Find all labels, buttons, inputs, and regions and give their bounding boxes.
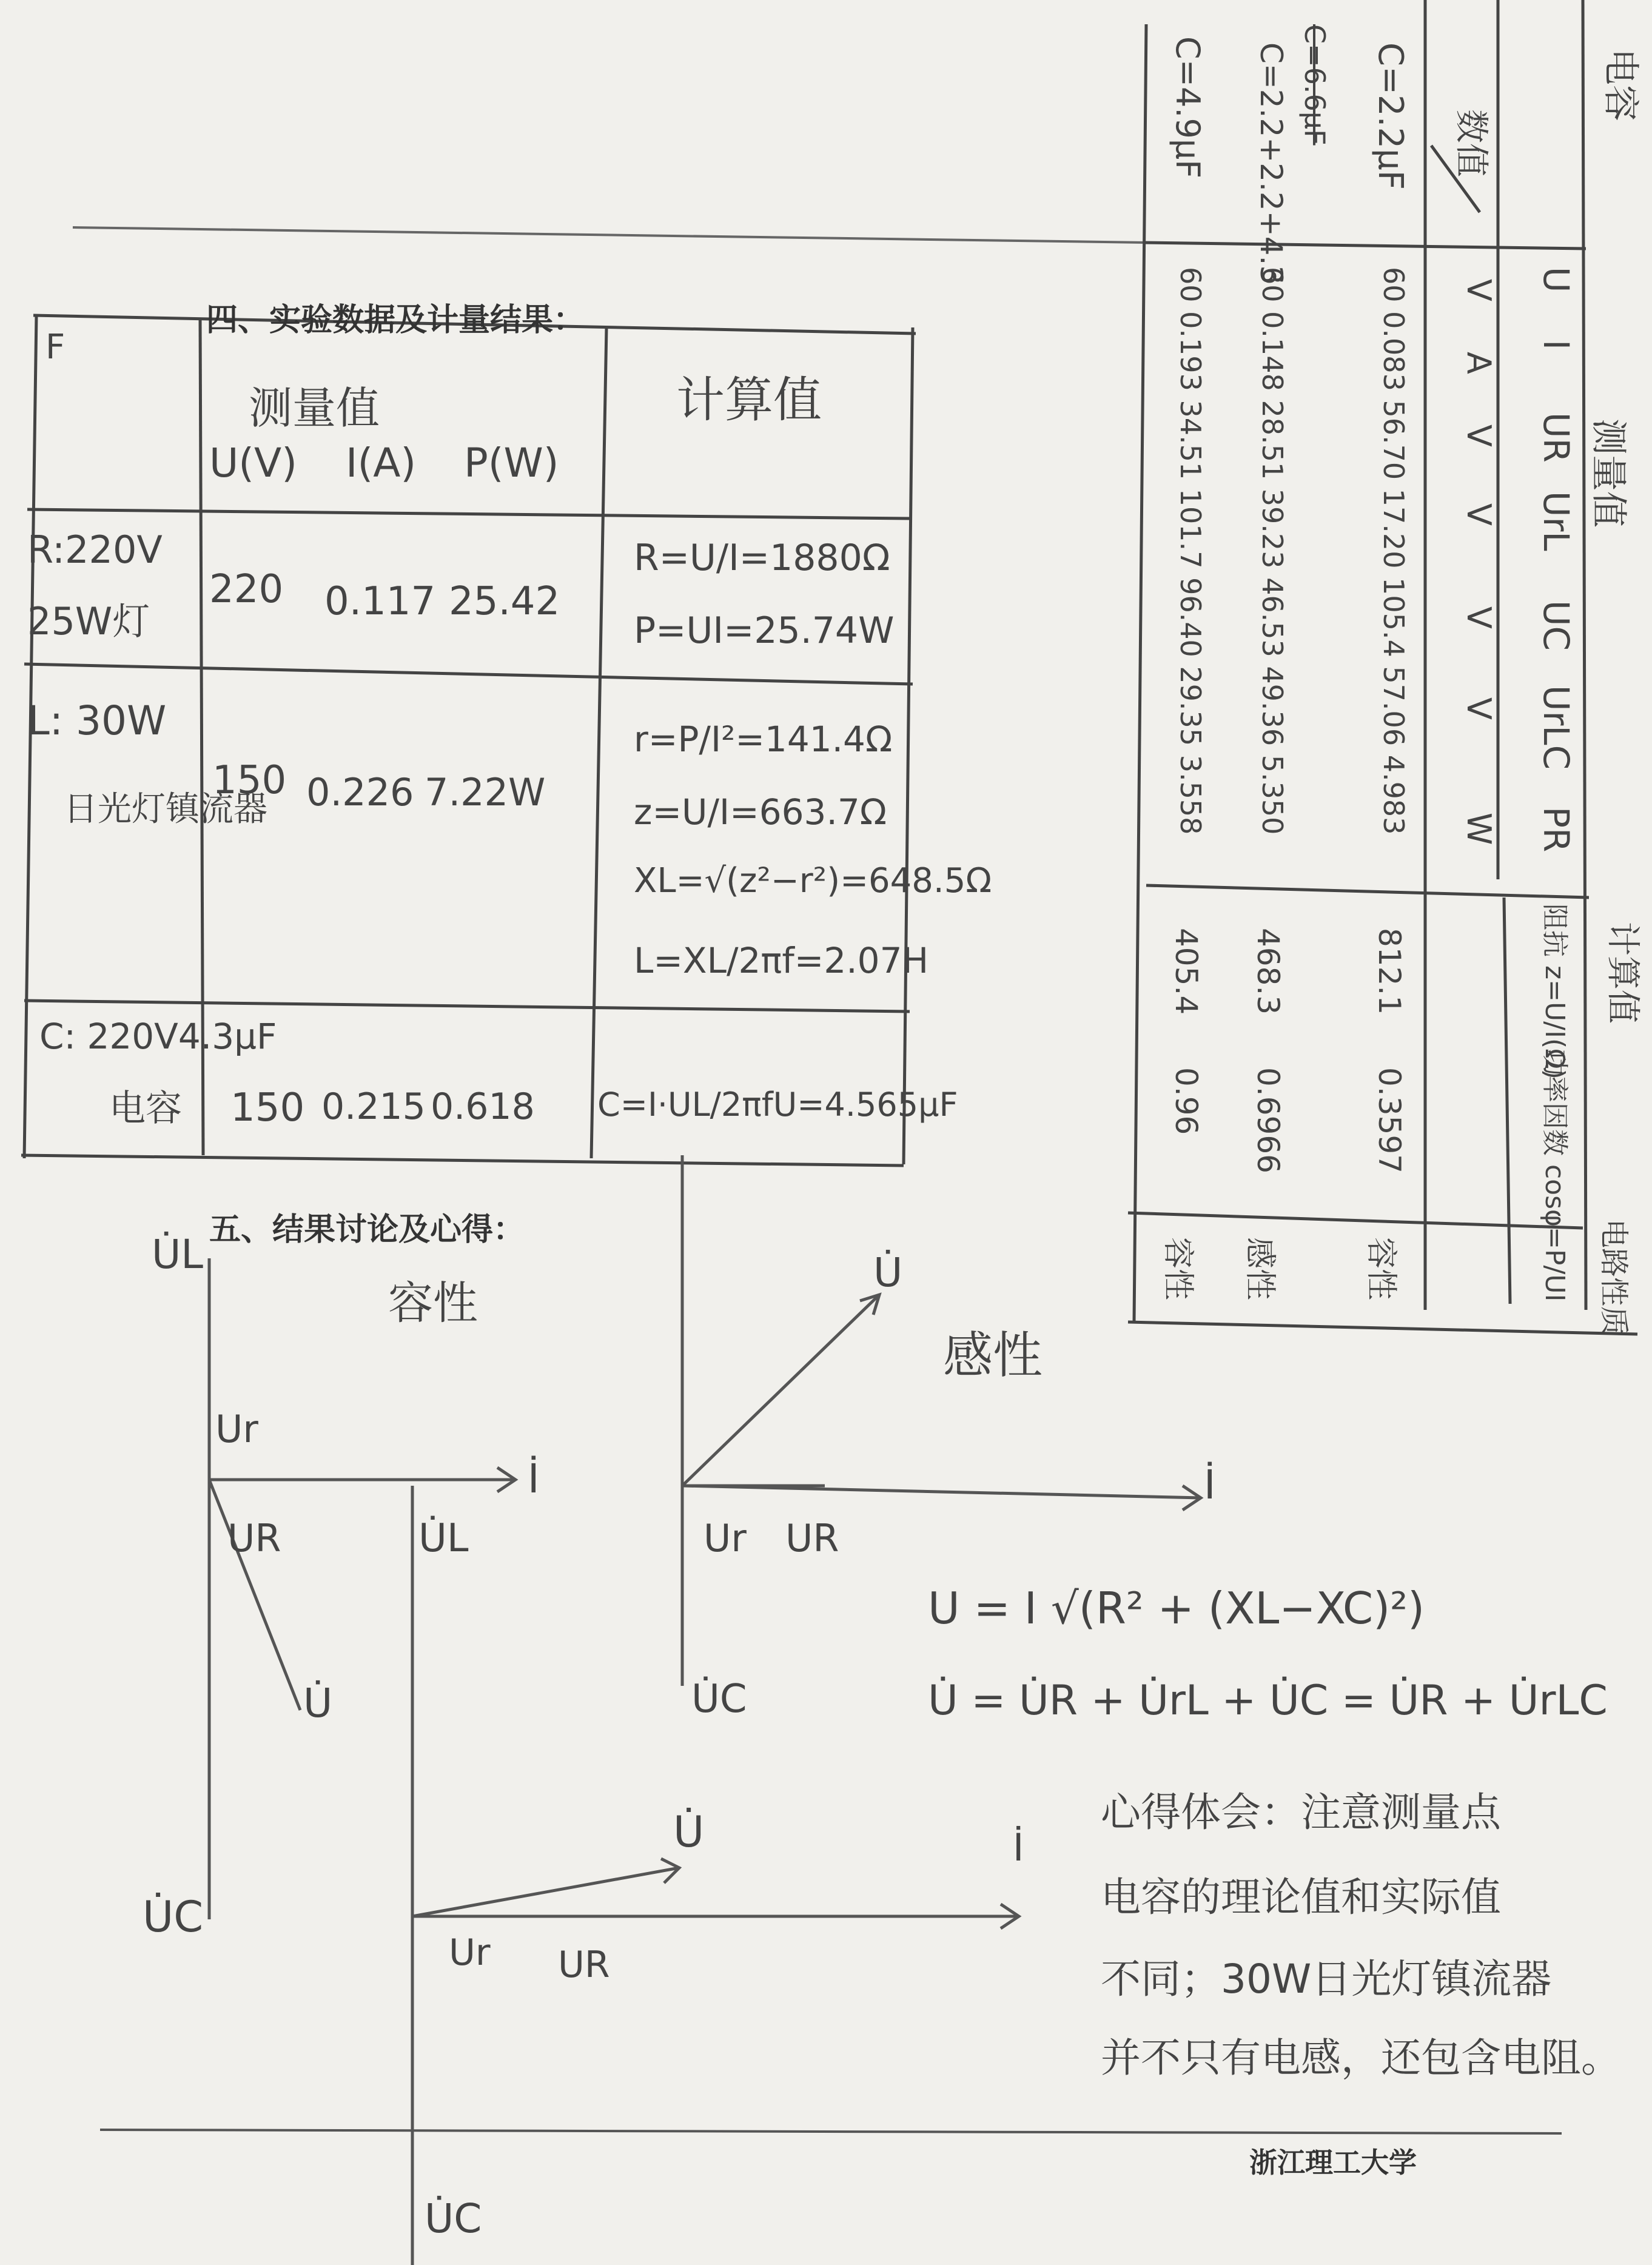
row-c-i: 0.215: [321, 1086, 426, 1128]
row-r-p: 25.42: [449, 579, 560, 624]
university-name: 浙江理工大学: [1249, 2146, 1417, 2179]
rot-unit-i: A: [1460, 352, 1498, 374]
measured-header: 测量值: [249, 383, 380, 434]
rot-row-2-values: 60 0.148 28.51 39.23 46.53 49.36 5.350: [1256, 267, 1289, 835]
formula-phasor-sum: U̇ = U̇R + U̇rL + U̇C = U̇R + U̇rLC: [928, 1677, 1608, 1725]
calc-header: 计算值: [676, 372, 822, 428]
rot-nature-header: 电路性质: [1597, 1219, 1631, 1336]
rot-qty-i: I: [1536, 340, 1577, 351]
rot-row-2-label: C=2.2+2.2+4.3: [1254, 42, 1289, 285]
rot-qty-u: U: [1536, 267, 1577, 293]
rot-row-3-nature: 容性: [1160, 1237, 1196, 1301]
row-l-u: 150: [212, 758, 287, 803]
discussion-section-title: 五、结果讨论及心得：: [209, 1211, 525, 1248]
row-c-label-2: 电容: [109, 1087, 182, 1130]
cap-ur-label: Ur: [215, 1407, 258, 1451]
row-l-label-1: L: 30W: [27, 697, 167, 744]
low-i-label: İ: [1013, 1825, 1024, 1870]
rot-row-3-values: 60 0.193 34.51 101.7 96.40 29.35 3.558: [1174, 267, 1207, 835]
row-r-label-1: R:220V: [27, 528, 163, 572]
table-corner-mark: F: [45, 327, 65, 367]
ind-i-label: İ: [1204, 1461, 1216, 1508]
row-r-i: 0.117: [324, 579, 436, 624]
rot-row-1-nature: 容性: [1363, 1237, 1399, 1301]
cap-u-label: U̇: [303, 1680, 333, 1726]
capacitive-label: 容性: [388, 1277, 478, 1329]
note-line-2: 电容的理论值和实际值: [1101, 1874, 1501, 1921]
rot-row-3-impedance: 405.4: [1169, 928, 1204, 1015]
cap-uR-label: UR: [227, 1516, 281, 1560]
rot-row-2-impedance: 468.3: [1251, 928, 1286, 1015]
ind-uc-label: U̇C: [691, 1677, 747, 1722]
rot-unit-urlc: V: [1460, 697, 1498, 720]
row-r-calc-2: P=UI=25.74W: [634, 609, 895, 652]
rot-calc-header: 计算值: [1603, 922, 1642, 1024]
rot-unit-url: V: [1460, 503, 1498, 526]
rot-qty-urlc: UrLC: [1536, 685, 1577, 770]
row-l-label-2: 日光灯镇流器: [64, 790, 267, 829]
row-c-p: 0.618: [431, 1086, 535, 1128]
ind-u-label: U̇: [873, 1249, 903, 1296]
low-uR-label: UR: [558, 1944, 610, 1986]
cap-ul-label: U̇L: [418, 1516, 469, 1561]
rot-pf-header: 功率因数 cosφ=P/UI: [1539, 1049, 1570, 1302]
data-section-title: 四、实验数据及计量结果：: [206, 301, 585, 338]
rot-row-3-label: C=4.9μF: [1169, 36, 1207, 179]
row-l-calc-3: XL=√(z²−r²)=648.5Ω: [634, 861, 992, 901]
rot-row-1-values: 60 0.083 56.70 17.20 105.4 57.06 4.983: [1377, 267, 1410, 835]
formula-magnitude: U = I √(R² + (XL−XC)²): [928, 1583, 1425, 1634]
row-c-label-1: C: 220V4.3μF: [39, 1016, 277, 1057]
rot-row-1-label: C=2.2μF: [1371, 42, 1410, 190]
row-c-u: 150: [230, 1086, 305, 1130]
rot-strikeout-label: C=6.6μF: [1298, 24, 1331, 146]
cap-i-label: İ: [528, 1455, 540, 1502]
rot-qty-uc: UC: [1536, 600, 1577, 651]
row-l-i: 0.226: [306, 770, 414, 814]
row-r-calc-1: R=U/I=1880Ω: [634, 537, 890, 579]
note-line-4: 并不只有电感，还包含电阻。: [1101, 2035, 1621, 2081]
rot-unit-pr: W: [1460, 813, 1498, 845]
rot-unit-u: V: [1460, 279, 1498, 301]
note-line-1: 心得体会：注意测量点: [1101, 1789, 1501, 1836]
ind-ur-label: Ur: [703, 1516, 747, 1560]
row-l-calc-2: z=U/I=663.7Ω: [634, 791, 887, 833]
row-l-p: 7.22W: [425, 770, 546, 814]
low-ur-label: Ur: [449, 1931, 491, 1974]
unit-p: P(W): [464, 440, 559, 486]
rot-unit-ur: V: [1460, 424, 1498, 447]
low-uc-label: U̇C: [425, 2195, 482, 2242]
rot-qty-url: UrL: [1536, 491, 1577, 551]
rot-qty-ur: UR: [1536, 412, 1577, 463]
rot-row-3-cos: 0.96: [1169, 1067, 1204, 1135]
note-line-3: 不同；30W日光灯镇流器: [1101, 1956, 1552, 2002]
row-l-calc-4: L=XL/2πf=2.07H: [634, 940, 929, 981]
rot-corner-bottom: 数值: [1451, 109, 1491, 177]
row-l-calc-1: r=P/I²=141.4Ω: [634, 719, 893, 760]
ind-uR-label: UR: [785, 1516, 839, 1560]
inductive-label: 感性: [943, 1327, 1043, 1384]
rot-corner-top: 电容: [1599, 49, 1642, 121]
row-r-u: 220: [209, 567, 284, 612]
rot-qty-pr: PR: [1536, 807, 1577, 853]
rot-unit-uc: V: [1460, 606, 1498, 629]
low-u-label: U̇: [673, 1807, 705, 1857]
unit-i: I(A): [346, 440, 417, 486]
unit-u: U(V): [209, 440, 297, 486]
cap-uc-label: U̇C: [143, 1892, 204, 1942]
row-c-calc-1: C=I·UL/2πfU=4.565μF: [597, 1086, 958, 1124]
row-r-label-2: 25W灯: [27, 599, 150, 643]
cap-ul-top-label: U̇L: [152, 1231, 204, 1278]
rot-impedance-header: 阻抗 z=U/I(Ω): [1539, 904, 1570, 1079]
rot-row-2-nature: 感性: [1241, 1237, 1278, 1301]
rot-row-2-cos: 0.6966: [1251, 1067, 1286, 1173]
rot-row-1-cos: 0.3597: [1372, 1067, 1407, 1173]
rot-row-1-impedance: 812.1: [1372, 928, 1407, 1015]
rot-measured-header: 测量值: [1587, 418, 1630, 528]
